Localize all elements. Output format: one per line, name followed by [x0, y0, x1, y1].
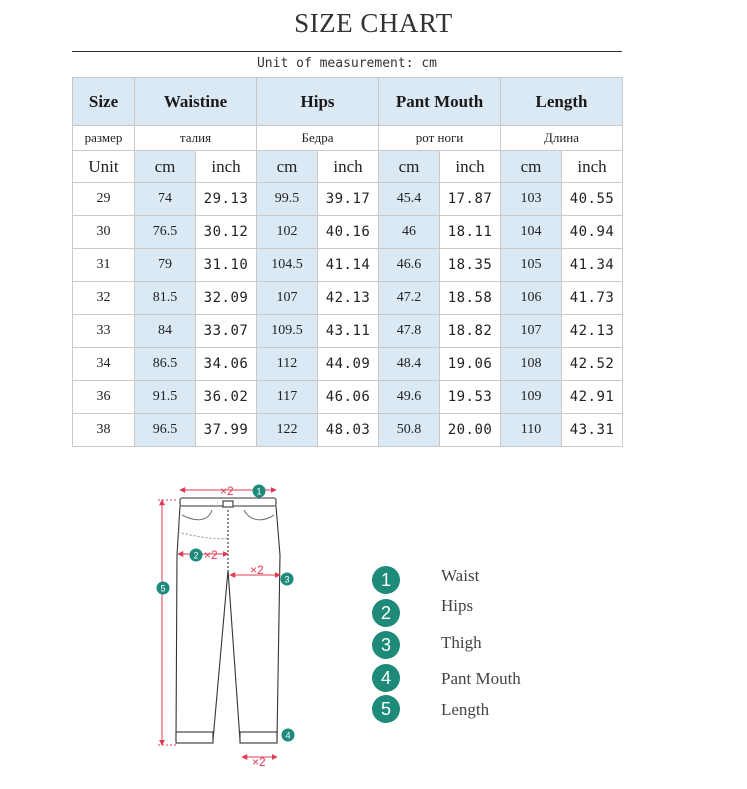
- cm-cell: 122: [257, 414, 318, 447]
- cm-cell: 109: [501, 381, 562, 414]
- inch-cell: 43.11: [318, 315, 379, 348]
- legend-item-thigh: [370, 631, 610, 659]
- number-2-icon: 2: [372, 599, 400, 627]
- table-row: [73, 348, 623, 381]
- inch-cell: 43.31: [562, 414, 623, 447]
- cm-cell: 103: [501, 183, 562, 216]
- cm-cell: 45.4: [379, 183, 440, 216]
- cm-cell: 99.5: [257, 183, 318, 216]
- inch-cell: 37.99: [196, 414, 257, 447]
- inch-cell: 48.03: [318, 414, 379, 447]
- inch-cell: 40.94: [562, 216, 623, 249]
- ru-length: Длина: [501, 126, 623, 151]
- inch-cell: 33.07: [196, 315, 257, 348]
- unit-inch: inch: [562, 151, 623, 183]
- cm-cell: 46.6: [379, 249, 440, 282]
- inch-cell: 29.13: [196, 183, 257, 216]
- header-waistine: Waistine: [135, 78, 257, 126]
- size-cell: 31: [73, 249, 135, 282]
- legend-label: Waist: [441, 566, 480, 585]
- inch-cell: 18.11: [440, 216, 501, 249]
- unit-of-measurement: Unit of measurement: cm: [256, 56, 437, 71]
- cm-cell: 104.5: [257, 249, 318, 282]
- inch-cell: 18.58: [440, 282, 501, 315]
- unit-cm: cm: [501, 151, 562, 183]
- inch-cell: 41.14: [318, 249, 379, 282]
- header-row: [73, 78, 623, 126]
- inch-cell: 36.02: [196, 381, 257, 414]
- legend-item-hips: [370, 596, 610, 627]
- page-title: SIZE CHART: [294, 8, 453, 38]
- size-cell: 29: [73, 183, 135, 216]
- inch-cell: 18.35: [440, 249, 501, 282]
- inch-cell: 30.12: [196, 216, 257, 249]
- header-pant-mouth: Pant Mouth: [379, 78, 501, 126]
- cm-cell: 46: [379, 216, 440, 249]
- cm-cell: 86.5: [135, 348, 196, 381]
- cm-cell: 48.4: [379, 348, 440, 381]
- cm-cell: 107: [257, 282, 318, 315]
- number-4-icon: 4: [372, 664, 400, 692]
- cm-cell: 81.5: [135, 282, 196, 315]
- ru-hips: Бедра: [257, 126, 379, 151]
- size-cell: 34: [73, 348, 135, 381]
- size-table: [72, 77, 623, 447]
- size-cell: 32: [73, 282, 135, 315]
- size-cell: 38: [73, 414, 135, 447]
- legend-label: Length: [441, 700, 490, 719]
- cm-cell: 74: [135, 183, 196, 216]
- inch-cell: 31.10: [196, 249, 257, 282]
- cm-cell: 112: [257, 348, 318, 381]
- inch-cell: 42.13: [318, 282, 379, 315]
- russian-header-row: [73, 126, 623, 151]
- legend-label: Pant Mouth: [441, 669, 521, 688]
- inch-cell: 34.06: [196, 348, 257, 381]
- cm-cell: 109.5: [257, 315, 318, 348]
- legend-item-waist: [370, 566, 610, 594]
- x2-thigh: ×2: [250, 563, 264, 577]
- unit-label: Unit: [73, 151, 135, 183]
- inch-cell: 40.55: [562, 183, 623, 216]
- legend-item-pant-mouth: [370, 664, 610, 692]
- x2-mouth: ×2: [252, 755, 266, 769]
- table-row: [73, 381, 623, 414]
- cm-cell: 117: [257, 381, 318, 414]
- unit-cm: cm: [135, 151, 196, 183]
- inch-cell: 19.53: [440, 381, 501, 414]
- number-1-icon: 1: [372, 566, 400, 594]
- inch-cell: 40.16: [318, 216, 379, 249]
- cm-cell: 76.5: [135, 216, 196, 249]
- number-5-icon: 5: [372, 695, 400, 723]
- cm-cell: 107: [501, 315, 562, 348]
- ru-size: размер: [73, 126, 135, 151]
- cm-cell: 47.2: [379, 282, 440, 315]
- number-3-icon: 3: [372, 631, 400, 659]
- ru-pant-mouth: рот ноги: [379, 126, 501, 151]
- size-cell: 30: [73, 216, 135, 249]
- svg-text:3: 3: [284, 574, 290, 585]
- inch-cell: 19.06: [440, 348, 501, 381]
- table-row: [73, 414, 623, 447]
- inch-cell: 46.06: [318, 381, 379, 414]
- table-row: [73, 216, 623, 249]
- table-row: [73, 282, 623, 315]
- inch-cell: 42.52: [562, 348, 623, 381]
- cm-cell: 91.5: [135, 381, 196, 414]
- svg-text:5: 5: [160, 583, 166, 594]
- inch-cell: 39.17: [318, 183, 379, 216]
- unit-cm: cm: [257, 151, 318, 183]
- cm-cell: 79: [135, 249, 196, 282]
- header-hips: Hips: [257, 78, 379, 126]
- unit-inch: inch: [440, 151, 501, 183]
- cm-cell: 50.8: [379, 414, 440, 447]
- x2-hips: ×2: [204, 548, 218, 562]
- svg-text:1: 1: [256, 486, 262, 497]
- unit-inch: inch: [318, 151, 379, 183]
- cm-cell: 105: [501, 249, 562, 282]
- inch-cell: 41.34: [562, 249, 623, 282]
- unit-inch: inch: [196, 151, 257, 183]
- cm-cell: 102: [257, 216, 318, 249]
- table-row: [73, 249, 623, 282]
- cm-cell: 104: [501, 216, 562, 249]
- cm-cell: 108: [501, 348, 562, 381]
- svg-text:2: 2: [193, 550, 199, 561]
- inch-cell: 41.73: [562, 282, 623, 315]
- size-cell: 36: [73, 381, 135, 414]
- cm-cell: 49.6: [379, 381, 440, 414]
- cm-cell: 84: [135, 315, 196, 348]
- table-body: [73, 183, 623, 447]
- unit-cm: cm: [379, 151, 440, 183]
- svg-text:4: 4: [285, 730, 291, 741]
- inch-cell: 20.00: [440, 414, 501, 447]
- inch-cell: 18.82: [440, 315, 501, 348]
- legend-label: Hips: [441, 596, 474, 615]
- unit-row: [73, 151, 623, 183]
- legend-item-length: [370, 695, 610, 723]
- inch-cell: 17.87: [440, 183, 501, 216]
- x2-waist: ×2: [220, 484, 234, 498]
- cm-cell: 47.8: [379, 315, 440, 348]
- ru-waist: талия: [135, 126, 257, 151]
- header-length: Length: [501, 78, 623, 126]
- legend-label: Thigh: [441, 633, 482, 652]
- table-row: [73, 315, 623, 348]
- cm-cell: 106: [501, 282, 562, 315]
- jeans-outline: [176, 498, 280, 743]
- inch-cell: 42.13: [562, 315, 623, 348]
- size-cell: 33: [73, 315, 135, 348]
- cm-cell: 96.5: [135, 414, 196, 447]
- header-size: Size: [73, 78, 135, 126]
- table-row: [73, 183, 623, 216]
- title-divider: [72, 51, 622, 52]
- cm-cell: 110: [501, 414, 562, 447]
- inch-cell: 32.09: [196, 282, 257, 315]
- inch-cell: 44.09: [318, 348, 379, 381]
- jeans-diagram: [140, 470, 310, 775]
- inch-cell: 42.91: [562, 381, 623, 414]
